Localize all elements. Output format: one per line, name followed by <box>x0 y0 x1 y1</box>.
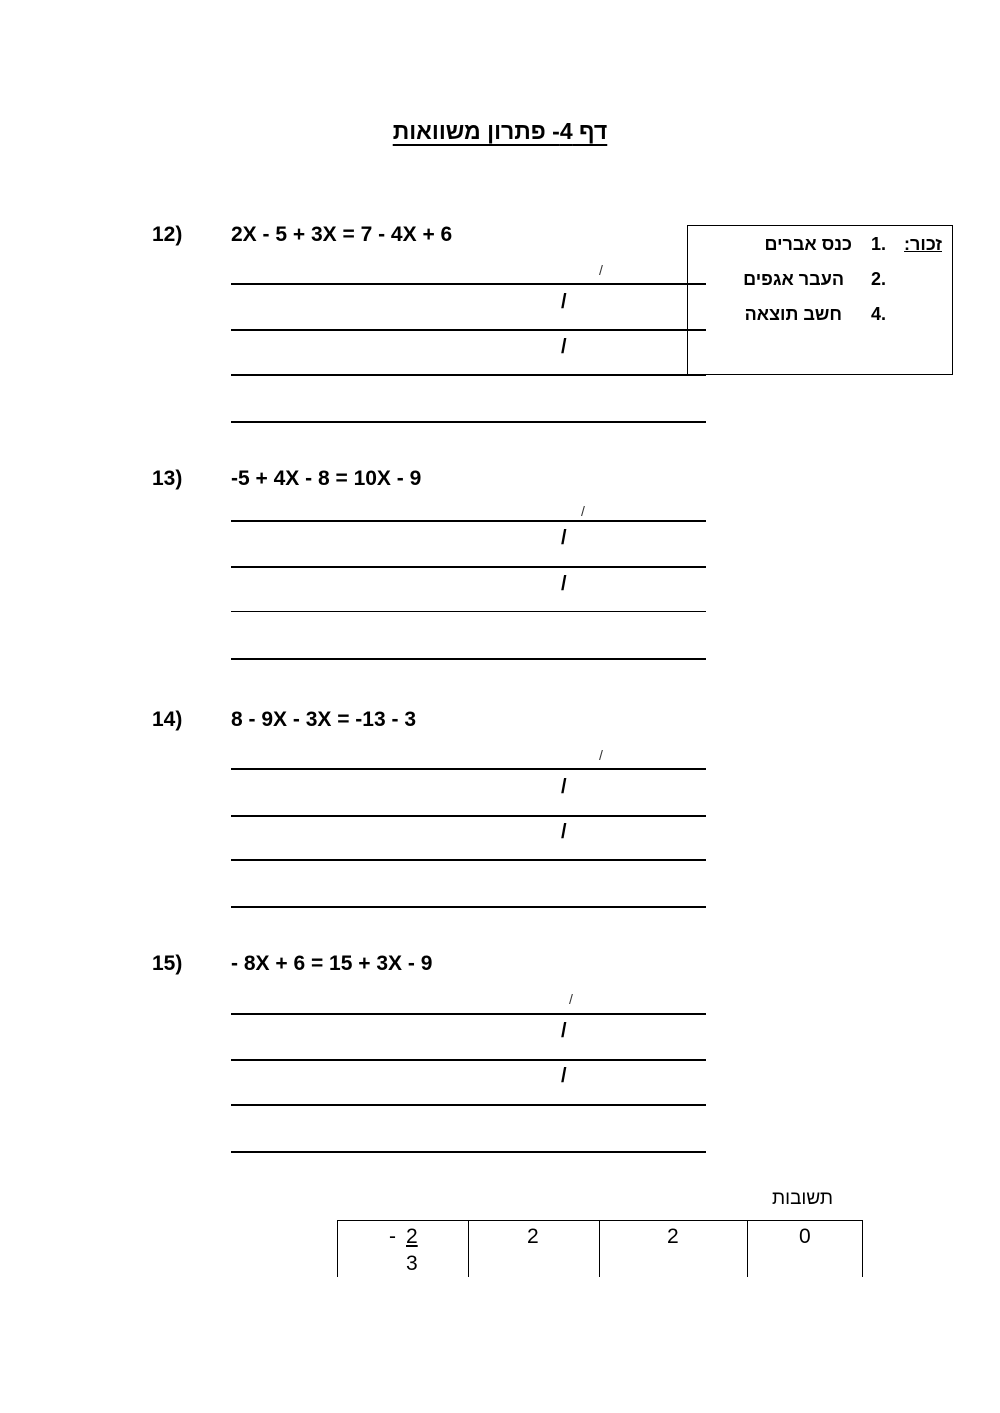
answer-line[interactable] <box>231 329 706 331</box>
fraction-numerator: 2 <box>406 1225 418 1248</box>
answer-line[interactable] <box>231 374 706 376</box>
slash-mark: / <box>599 262 603 278</box>
question-number: 14) <box>152 708 183 731</box>
slash-mark: / <box>561 776 567 798</box>
slash-mark: / <box>561 336 567 358</box>
equation: - 8X + 6 = 15 + 3X - 9 <box>231 952 433 975</box>
table-divider <box>599 1221 600 1277</box>
answer-line[interactable] <box>231 611 706 612</box>
question-number: 12) <box>152 223 183 246</box>
fraction-sign: - <box>389 1225 396 1248</box>
page-title: דף 4- פתרון משוואות <box>392 118 608 144</box>
answer-line[interactable] <box>231 520 706 522</box>
reminder-box <box>687 225 953 375</box>
reminder-item-number: .1 <box>870 234 886 254</box>
equation: 8 - 9X - 3X = -13 - 3 <box>231 708 417 731</box>
slash-mark: / <box>561 573 567 595</box>
table-divider <box>337 1221 338 1277</box>
reminder-label: זכור: <box>904 234 942 254</box>
answer-line[interactable] <box>231 283 706 285</box>
answer-cell: 2 <box>527 1225 539 1248</box>
reminder-item-number: .4 <box>870 304 886 324</box>
reminder-item-text: העבר אגפים <box>743 269 844 289</box>
answer-line[interactable] <box>231 566 706 568</box>
answer-line[interactable] <box>231 906 706 908</box>
answer-line[interactable] <box>231 1013 706 1015</box>
answer-line[interactable] <box>231 815 706 817</box>
answer-line[interactable] <box>231 658 706 660</box>
fraction-denominator: 3 <box>406 1252 418 1275</box>
table-divider <box>468 1221 469 1277</box>
slash-mark: / <box>561 291 567 313</box>
slash-mark: / <box>561 1065 567 1087</box>
reminder-item-text: חשב תוצאה <box>744 304 842 324</box>
answers-table <box>337 1220 863 1277</box>
answer-line[interactable] <box>231 1104 706 1106</box>
table-divider <box>862 1221 863 1277</box>
slash-mark: / <box>561 527 567 549</box>
answer-line[interactable] <box>231 1151 706 1153</box>
answer-cell: 2 <box>667 1225 679 1248</box>
slash-mark: / <box>569 991 573 1007</box>
equation: 2X - 5 + 3X = 7 - 4X + 6 <box>231 223 453 246</box>
answer-line[interactable] <box>231 768 706 770</box>
slash-mark: / <box>581 503 585 519</box>
reminder-item-number: .2 <box>870 269 886 289</box>
slash-mark: / <box>599 747 603 763</box>
question-number: 15) <box>152 952 183 975</box>
answer-line[interactable] <box>231 859 706 861</box>
slash-mark: / <box>561 821 567 843</box>
answer-line[interactable] <box>231 1059 706 1061</box>
answer-cell: 0 <box>799 1225 811 1248</box>
answer-line[interactable] <box>231 421 706 423</box>
answers-label: תשובות <box>772 1188 833 1209</box>
question-number: 13) <box>152 467 183 490</box>
table-divider <box>747 1221 748 1277</box>
reminder-item-text: כנס אברים <box>764 234 852 254</box>
slash-mark: / <box>561 1020 567 1042</box>
equation: -5 + 4X - 8 = 10X - 9 <box>231 467 422 490</box>
